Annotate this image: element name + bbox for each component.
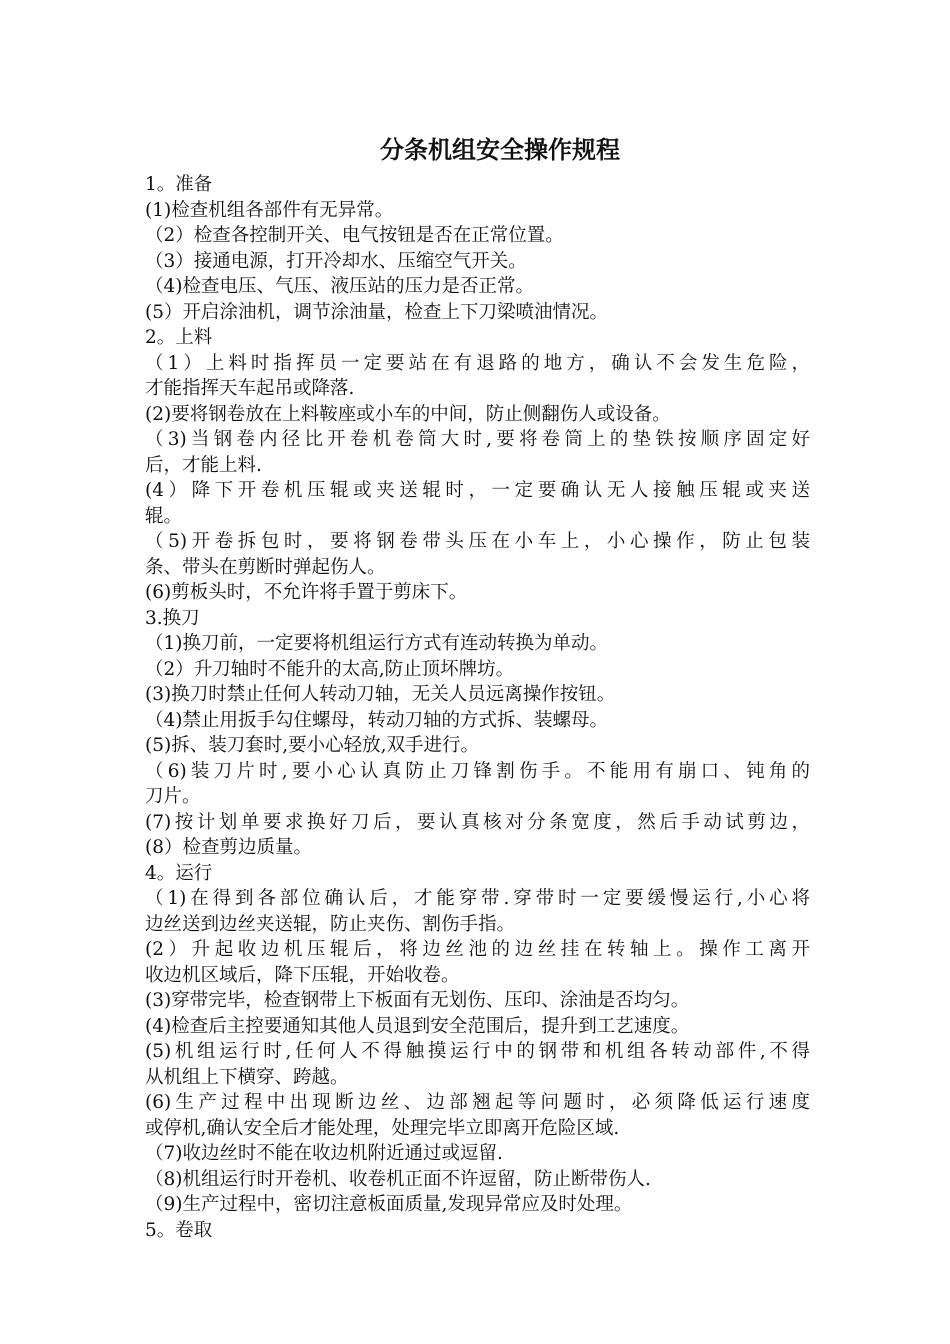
text-line: 4。运行 (145, 862, 213, 884)
text-line: (6)剪板头时，不允许将手置于剪床下。 (145, 582, 468, 603)
text-line: (8）检查剪边质量。 (145, 837, 312, 858)
text-line: (1)检查机组各部件有无异常。 (145, 199, 394, 221)
text-line: 刀片。 (145, 786, 201, 807)
text-line: （1)换刀前，一定要将机组运行方式有连动转换为单动。 (145, 633, 608, 654)
text-line: （9)生产过程中，密切注意板面质量,发现异常应及时处理。 (145, 1194, 633, 1215)
text-line: 收边机区域后，降下压辊，开始收卷。 (145, 964, 460, 986)
text-line: （4)禁止用扳手勾住螺母，转动刀轴的方式拆、装螺母。 (145, 709, 608, 731)
text-line: (3)穿带完毕，检查钢带上下板面有无划伤、压印、涂油是否均匀。 (145, 990, 690, 1011)
text-line: (4)检查后主控要通知其他人员退到安全范围后，提升到工艺速度。 (145, 1015, 690, 1037)
text-line: （1）上料时指挥员一定要站在有退路的地方，确认不会发生危险， (145, 352, 810, 374)
document-body (145, 172, 810, 1243)
text-line: （2）升刀轴时不能升的太高,防止顶坏牌坊。 (145, 658, 515, 680)
text-line: 从机组上下横穿、跨越。 (145, 1066, 349, 1088)
text-line: (7)按计划单要求换好刀后，要认真核对分条宽度，然后手动试剪边， (145, 811, 810, 833)
text-line: （3）接通电源，打开冷却水、压缩空气开关。 (145, 250, 527, 272)
text-line: 3.换刀 (145, 607, 200, 629)
text-line: （4)检查电压、气压、液压站的压力是否正常。 (145, 276, 534, 297)
text-line: 或停机,确认安全后才能处理，处理完毕立即离开危险区域. (145, 1117, 620, 1139)
text-line: （3)当钢卷内径比开卷机卷筒大时,要将卷筒上的垫铁按顺序固定好 (145, 429, 810, 450)
text-line: （2）检查各控制开关、电气按钮是否在正常位置。 (145, 225, 564, 246)
text-line: 边丝送到边丝夹送辊，防止夹伤、割伤手指。 (145, 913, 516, 935)
text-line: 条、带头在剪断时弹起伤人。 (145, 556, 386, 578)
text-line: (2）升起收边机压辊后，将边丝池的边丝挂在转轴上。操作工离开 (145, 939, 810, 960)
text-line: (5)拆、装刀套时,要小心轻放,双手进行。 (145, 735, 479, 756)
text-line: 2。上料 (145, 327, 213, 348)
text-line: 才能指挥天车起吊或降落. (145, 378, 355, 399)
text-line: （7)收边丝时不能在收边机附近通过或逗留. (145, 1143, 503, 1164)
text-line: (5）开启涂油机，调节涂油量，检查上下刀梁喷油情况。 (145, 301, 608, 323)
text-line: （1)在得到各部位确认后，才能穿带.穿带时一定要缓慢运行,小心将 (145, 888, 810, 909)
text-line: (2)要将钢卷放在上料鞍座或小车的中间，防止侧翻伤人或设备。 (145, 403, 671, 425)
text-line: 后，才能上料. (145, 454, 262, 476)
text-line: （6)装刀片时,要小心认真防止刀锋割伤手。不能用有崩口、钝角的 (145, 760, 810, 782)
text-line: (5)机组运行时,任何人不得触摸运行中的钢带和机组各转动部件,不得 (145, 1041, 810, 1062)
text-line: 1。准备 (145, 174, 213, 195)
text-line: (4）降下开卷机压辊或夹送辊时，一定要确认无人接触压辊或夹送 (145, 480, 810, 501)
text-line: （5)开卷拆包时，要将钢卷带头压在小车上，小心操作，防止包装 (145, 531, 810, 552)
text-line: 辊。 (145, 505, 183, 527)
text-line: 5。卷取 (145, 1219, 213, 1241)
text-line: (3)换刀时禁止任何人转动刀轴，无关人员远离操作按钮。 (145, 684, 616, 705)
text-line: （8)机组运行时开卷机、收卷机正面不许逗留，防止断带伤人. (145, 1168, 651, 1190)
page-title: 分条机组安全操作规程 (380, 136, 620, 164)
text-line: (6)生产过程中出现断边丝、边部翘起等问题时，必须降低运行速度 (145, 1092, 810, 1113)
